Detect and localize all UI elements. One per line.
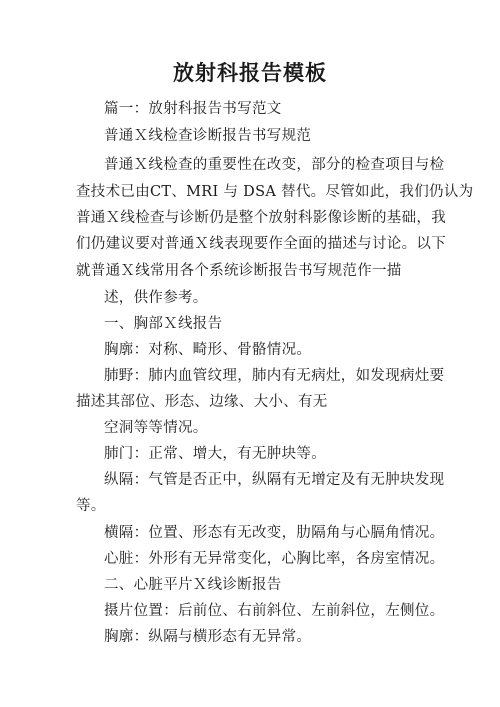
paragraph-line: 等。 xyxy=(76,498,106,514)
paragraph-line: 普通Ｘ线检查诊断报告书写规范 xyxy=(104,128,312,144)
paragraph-line: 空洞等等情况。 xyxy=(104,420,208,436)
paragraph-line: 们仍建议要对普通Ｘ线表现要作全面的描述与讨论。以下 xyxy=(76,236,446,252)
paragraph-line: 普通Ｘ线检查的重要性在改变，部分的检查项目与检 xyxy=(104,157,445,173)
paragraph-line: 胸廓：纵隔与横形态有无异常。 xyxy=(104,629,312,645)
paragraph-line: 纵隔：气管是否正中，纵隔有无增定及有无肿块发现 xyxy=(104,472,445,488)
paragraph-line: 摄片位置：后前位、右前斜位、左前斜位，左侧位。 xyxy=(104,603,445,619)
section-heading: 一、胸部Ｘ线报告 xyxy=(104,316,223,332)
paragraph-line: 肺野：肺内血管纹理，肺内有无病灶，如发现病灶要 xyxy=(104,368,445,384)
document-title: 放射科报告模板 xyxy=(173,60,327,85)
paragraph-line: 述，供作参考。 xyxy=(104,290,208,306)
paragraph-line: 胸廓：对称、畸形、骨骼情况。 xyxy=(104,342,312,358)
paragraph-line: 就普通Ｘ线常用各个系统诊断报告书写规范作一描 xyxy=(76,263,402,279)
paragraph-line: 肺门：正常、增大，有无肿块等。 xyxy=(104,446,326,462)
paragraph-line: 篇一：放射科报告书写范文 xyxy=(104,101,282,117)
paragraph-line: 查技术已由CT、MRI 与 DSA 替代。尽管如此，我们仍认为 xyxy=(76,184,474,200)
paragraph-line: 心脏：外形有无异常变化，心胸比率，各房室情况。 xyxy=(104,551,445,567)
paragraph-line: 描述其部位、形态、边缘、大小、有无 xyxy=(76,394,328,410)
paragraph-line: 横隔：位置、形态有无改变，肋隔角与心膈角情况。 xyxy=(104,525,445,541)
section-heading: 二、心脏平片Ｘ线诊断报告 xyxy=(104,577,282,593)
paragraph-line: 普通Ｘ线检查与诊断仍是整个放射科影像诊断的基础，我 xyxy=(76,210,446,226)
